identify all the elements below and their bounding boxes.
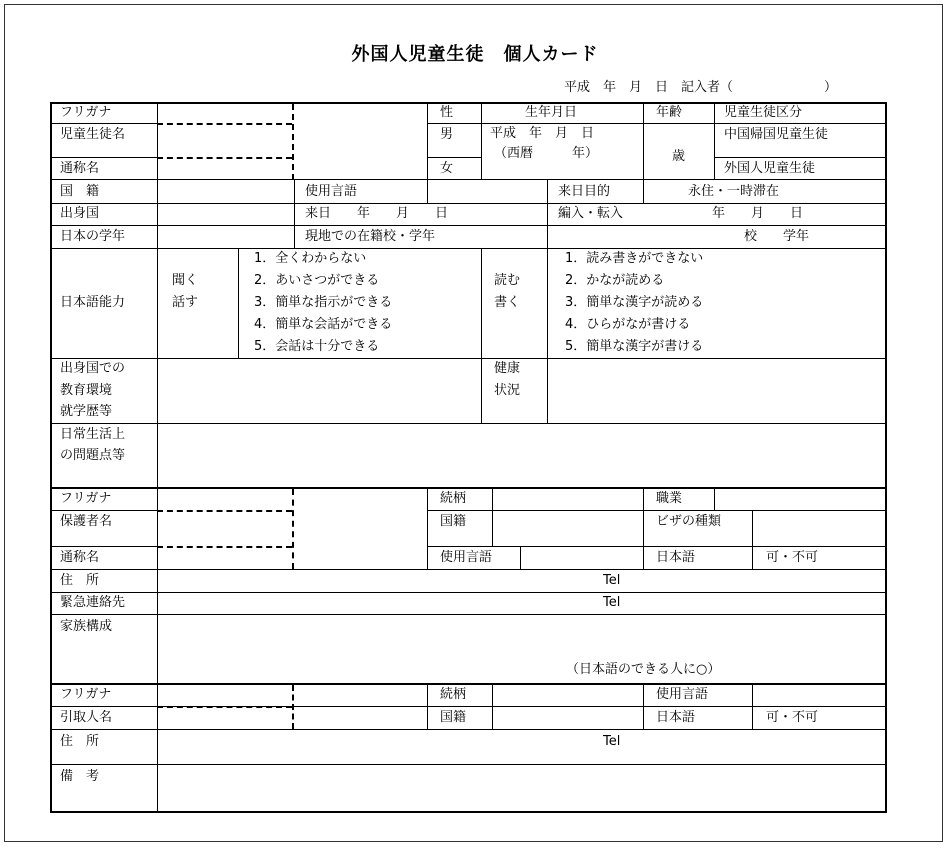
guardian-nationality-field[interactable]	[493, 511, 642, 546]
daily-issues-field[interactable]	[158, 424, 885, 487]
listen-speak-level[interactable]: 4．簡単な会話ができる	[254, 317, 393, 332]
student-language-field[interactable]	[428, 180, 546, 203]
birthdate-heisei: 平成 年 月 日	[490, 126, 595, 141]
health-label: 健康	[494, 361, 521, 376]
origin-country-field[interactable]	[158, 204, 293, 225]
rule	[427, 123, 885, 124]
guardian-address-label: 住 所	[60, 573, 100, 588]
category-option[interactable]: 外国人児童生徒	[724, 161, 816, 176]
student-name-field[interactable]	[158, 124, 426, 157]
guardian-relation-field[interactable]	[493, 489, 642, 510]
education-label: 出身国での	[60, 361, 126, 376]
arrival-date: 来日 年 月 日	[305, 206, 449, 221]
rule	[52, 510, 157, 511]
listen-label: 聞く	[172, 273, 199, 288]
student-name-label: 児童生徒名	[60, 127, 126, 142]
birthdate-header: 生年月日	[525, 105, 578, 120]
pickup-furigana-field[interactable]	[158, 685, 426, 706]
guardian-relation-label: 続柄	[440, 491, 467, 506]
japan-grade-label: 日本の学年	[60, 229, 126, 244]
guardian-alias-field[interactable]	[158, 547, 426, 569]
gender-header: 性	[440, 105, 454, 120]
transfer-date: 年 月 日	[712, 206, 804, 221]
rule	[427, 489, 428, 569]
health-label: 状況	[494, 383, 521, 398]
listen-speak-level[interactable]: 1．全くわからない	[254, 251, 367, 266]
rule	[643, 685, 644, 729]
read-write-level[interactable]: 3．簡単な漢字が読める	[565, 295, 704, 310]
guardian-tel-label: Tel	[603, 573, 621, 588]
pickup-nationality-label: 国籍	[440, 710, 467, 725]
rule	[481, 104, 482, 180]
form-title: 外国人児童生徒 個人カード	[351, 44, 599, 65]
rule	[238, 249, 239, 358]
pickup-name-field[interactable]	[158, 707, 426, 729]
border-bottom	[50, 811, 886, 813]
rule	[643, 104, 644, 180]
guardian-japanese-options[interactable]: 可・不可	[766, 550, 819, 565]
student-alias-label: 通称名	[60, 161, 100, 176]
rule	[427, 157, 481, 158]
language-label: 使用言語	[305, 184, 358, 199]
rule	[643, 489, 644, 569]
age-unit: 歳	[672, 149, 686, 164]
pickup-japanese-options[interactable]: 可・不可	[766, 710, 819, 725]
listen-speak-level[interactable]: 3．簡単な指示ができる	[254, 295, 393, 310]
guardian-name-label: 保護者名	[60, 514, 113, 529]
guardian-furigana-label: フリガナ	[60, 491, 112, 506]
guardian-visa-label: ビザの種類	[656, 514, 722, 529]
rule	[294, 180, 295, 248]
origin-country-label: 出身国	[60, 206, 100, 221]
read-label: 読む	[494, 273, 521, 288]
student-furigana-field[interactable]	[158, 104, 426, 123]
pickup-language-field[interactable]	[753, 685, 885, 706]
date-recorder-line: 平成 年 月 日 記入者（ ）	[564, 80, 838, 95]
guardian-nationality-label: 国籍	[440, 514, 467, 529]
pickup-tel-label: Tel	[603, 734, 621, 749]
school-grade: 校 学年	[744, 229, 810, 244]
rule	[52, 248, 885, 249]
daily-issues-label: の問題点等	[60, 448, 126, 463]
age-header: 年齢	[656, 105, 683, 120]
pickup-name-label: 引取人名	[60, 710, 113, 725]
rule	[52, 157, 157, 158]
guardian-alias-label: 通称名	[60, 550, 100, 565]
read-write-level[interactable]: 1．読み書きができない	[565, 251, 704, 266]
pickup-address-field[interactable]	[158, 730, 885, 764]
remarks-field[interactable]	[158, 765, 885, 811]
rule	[427, 685, 428, 729]
gender-male-option[interactable]: 男	[440, 127, 454, 142]
guardian-occupation-field[interactable]	[715, 489, 885, 510]
pickup-language-label: 使用言語	[656, 687, 709, 702]
read-write-level[interactable]: 2．かなが読める	[565, 273, 665, 288]
guardian-visa-field[interactable]	[753, 511, 885, 546]
category-option[interactable]: 中国帰国児童生徒	[724, 127, 829, 142]
rule	[481, 249, 482, 423]
emergency-contact-field[interactable]	[158, 593, 598, 614]
pickup-japanese-label: 日本語	[656, 710, 696, 725]
family-structure-label: 家族構成	[60, 619, 113, 634]
rule	[52, 546, 157, 547]
read-write-level[interactable]: 4．ひらがなが書ける	[565, 317, 691, 332]
daily-issues-label: 日常生活上	[60, 427, 126, 442]
local-school-label: 現地での在籍校・学年	[305, 229, 436, 244]
emergency-contact-label: 緊急連絡先	[60, 595, 126, 610]
pickup-relation-field[interactable]	[493, 685, 642, 706]
listen-speak-level[interactable]: 2．あいさつができる	[254, 273, 380, 288]
rule	[427, 104, 428, 180]
family-structure-field[interactable]	[158, 615, 885, 660]
speak-label: 話す	[172, 295, 199, 310]
listen-speak-level[interactable]: 5．会話は十分できる	[254, 339, 380, 354]
pickup-furigana-label: フリガナ	[60, 687, 112, 702]
category-header: 児童生徒区分	[724, 105, 803, 120]
japanese-ability-label: 日本語能力	[60, 295, 126, 310]
guardian-occupation-label: 職業	[656, 491, 683, 506]
pickup-address-label: 住 所	[60, 734, 100, 749]
guardian-furigana-field[interactable]	[158, 489, 426, 510]
pickup-nationality-field[interactable]	[493, 707, 642, 729]
border-right	[885, 102, 887, 813]
read-write-level[interactable]: 5．簡単な漢字が書ける	[565, 339, 704, 354]
education-label: 教育環境	[60, 383, 113, 398]
guardian-language-label: 使用言語	[440, 550, 493, 565]
write-label: 書く	[494, 295, 521, 310]
guardian-japanese-label: 日本語	[656, 550, 696, 565]
pickup-relation-label: 続柄	[440, 687, 467, 702]
student-alias-field[interactable]	[158, 158, 426, 179]
japan-grade-field[interactable]	[158, 226, 293, 248]
family-note: （日本語のできる人に○）	[566, 662, 721, 677]
guardian-address-field[interactable]	[158, 570, 598, 592]
birthdate-seireki: （西暦 年）	[494, 146, 599, 161]
gender-female-option[interactable]: 女	[440, 161, 454, 176]
rule	[52, 123, 157, 124]
nationality-label: 国 籍	[60, 184, 100, 199]
rule	[427, 546, 885, 547]
purpose-label: 来日目的	[558, 184, 611, 199]
education-field[interactable]	[158, 359, 480, 423]
student-furigana-label: フリガナ	[60, 105, 112, 120]
rule	[714, 157, 885, 158]
guardian-name-field[interactable]	[158, 511, 426, 546]
transfer-label: 編入・転入	[558, 206, 624, 221]
rule	[714, 104, 715, 180]
education-label: 就学歴等	[60, 404, 113, 419]
guardian-language-field[interactable]	[521, 547, 642, 569]
purpose-options[interactable]: 永住・一時滞在	[688, 184, 780, 199]
emergency-tel-label: Tel	[603, 595, 621, 610]
health-field[interactable]	[548, 359, 885, 423]
rule	[643, 180, 644, 203]
remarks-label: 備 考	[60, 769, 100, 784]
rule	[547, 180, 548, 248]
nationality-field[interactable]	[158, 180, 293, 203]
